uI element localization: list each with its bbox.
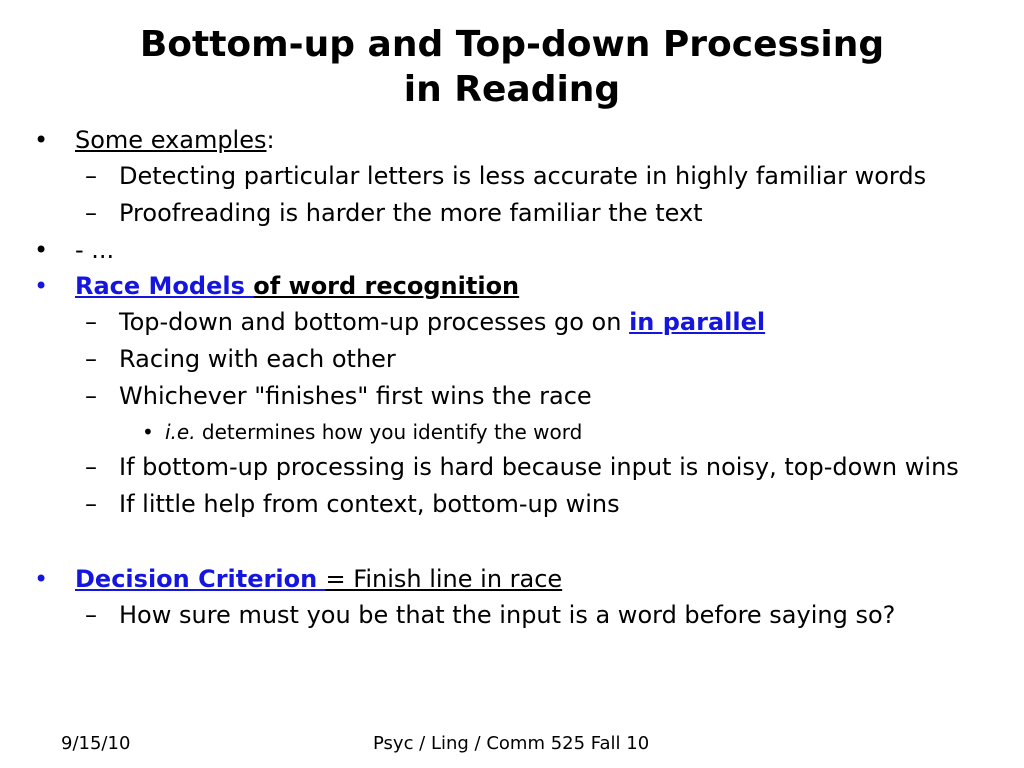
ellipsis-text: - ...	[75, 236, 115, 264]
noisy-input-text: If bottom-up processing is hard because input is noisy, top-down wins	[119, 453, 959, 481]
some-examples-colon: :	[266, 126, 275, 154]
bullet-race-models	[34, 268, 1014, 304]
sub-bullet-racing	[34, 341, 1014, 378]
bullet-ellipsis	[34, 232, 1014, 268]
race-models-link[interactable]: Race Models	[75, 272, 254, 300]
bullet-icon: •	[34, 126, 49, 154]
dash-icon: –	[85, 308, 97, 336]
slide-title	[0, 22, 1024, 112]
context-text: If little help from context, bottom-up wins	[119, 490, 620, 518]
whichever-text: Whichever "finishes" first wins the race	[119, 382, 592, 410]
spacer	[34, 523, 1014, 561]
word-recognition-text: of word recognition	[253, 272, 520, 300]
bullet-icon: •	[34, 565, 49, 593]
how-sure-text: How sure must you be that the input is a word before saying so?	[119, 601, 896, 629]
dash-icon: –	[85, 345, 97, 373]
bullet-icon: •	[34, 272, 49, 300]
dash-icon: –	[85, 382, 97, 410]
ie-text: determines how you identify the word	[195, 420, 583, 444]
sub-bullet-context	[34, 486, 1014, 523]
dash-icon: –	[85, 490, 97, 518]
decision-criterion-link[interactable]: Decision Criterion	[75, 565, 326, 593]
proofreading-text: Proofreading is harder the more familiar the text	[119, 199, 703, 227]
footer-date: 9/15/10	[61, 733, 131, 754]
dash-icon: –	[85, 162, 97, 190]
in-parallel-link[interactable]: in parallel	[629, 308, 766, 336]
sub-bullet-how-sure	[34, 597, 1014, 634]
some-examples-label: Some examples	[75, 126, 267, 154]
slide-body	[34, 122, 1014, 634]
bullet-icon: •	[34, 236, 49, 264]
sub-bullet-proofreading	[34, 195, 1014, 232]
slide-title-line-2: in Reading	[403, 69, 621, 110]
sub-bullet-detecting-letters	[34, 158, 1014, 195]
dash-icon: –	[85, 453, 97, 481]
parallel-text: Top-down and bottom-up processes go on	[119, 308, 630, 336]
finish-line-text: = Finish line in race	[325, 565, 563, 593]
dash-icon: –	[85, 601, 97, 629]
sub-bullet-whichever	[34, 378, 1014, 415]
sub-sub-bullet-ie	[34, 415, 1014, 449]
bullet-decision-criterion	[34, 561, 1014, 597]
bullet-some-examples	[34, 122, 1014, 158]
footer-course: Psyc / Ling / Comm 525 Fall 10	[373, 733, 650, 754]
sub-bullet-in-parallel	[34, 304, 1014, 341]
slide-title-line-1: Bottom-up and Top-down Processing	[139, 24, 885, 65]
detecting-letters-text: Detecting particular letters is less accurate in highly familiar words	[119, 162, 927, 190]
sub-bullet-noisy-input	[34, 449, 1014, 486]
bullet-icon: •	[142, 420, 154, 444]
dash-icon: –	[85, 199, 97, 227]
racing-text: Racing with each other	[119, 345, 396, 373]
ie-italic: i.e.	[165, 420, 196, 444]
